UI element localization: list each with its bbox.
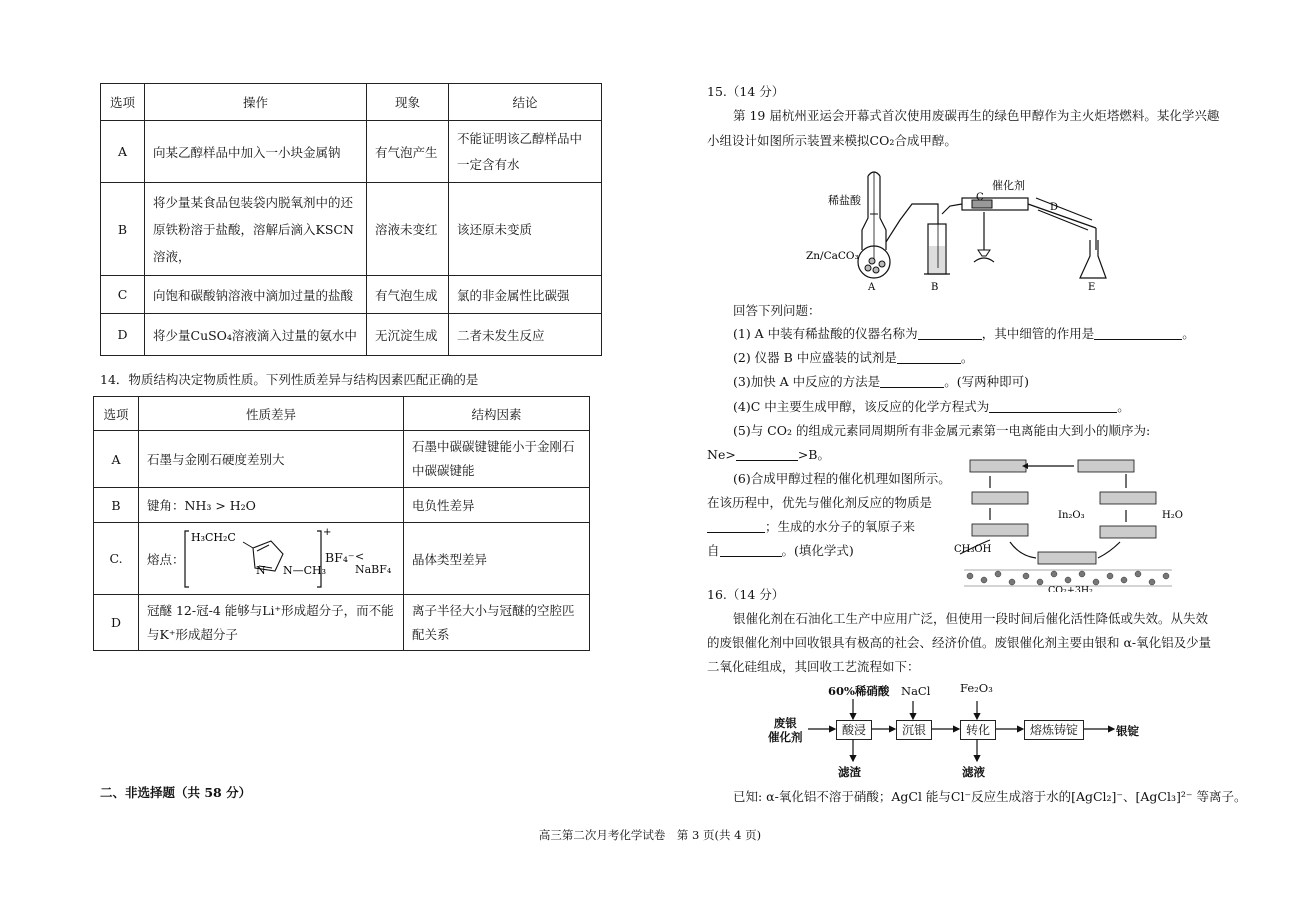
q13-cell-operation: 将少量某食品包装袋内脱氧剂中的还原铁粉溶于盐酸，溶解后滴入KSCN溶液， — [145, 183, 367, 276]
in2o3-label: In₂O₃ — [1058, 510, 1085, 521]
zn-caco3-label: Zn/CaCO₃ — [806, 250, 859, 262]
q15-sub5-pre: Ne> — [707, 447, 736, 462]
table-row — [94, 488, 590, 523]
q15-sub1-text2: ，其中细管的作用是 — [981, 326, 1095, 341]
q13-cell-phenomenon: 无沉淀生成 — [367, 314, 449, 356]
q14-cell-option: C. — [94, 523, 139, 595]
flow-input — [768, 716, 803, 744]
section-heading: 二、非选择题（共 58 分） — [100, 785, 252, 800]
label-e: E — [1088, 282, 1096, 293]
catalyst-label: 催化剂 — [992, 179, 1025, 192]
flow-step-precipitate-silver: 沉银 — [896, 720, 932, 740]
dilute-hcl-label: 稀盐酸 — [828, 194, 861, 207]
anion-label: BF₄⁻ — [325, 549, 355, 565]
q14-cell-factor: 电负性差异 — [404, 488, 590, 523]
q15-sub6-pre: 自 — [707, 543, 720, 558]
q15-sub6-line4 — [707, 540, 854, 561]
q15-title: 15.（14 分） — [707, 84, 785, 99]
flow-product-silver-ingot: 银锭 — [1116, 724, 1139, 738]
q13-cell-conclusion: 该还原未变质 — [449, 183, 602, 276]
q15-sub6-line1: (6)合成甲醇过程的催化机理如图所示。 — [733, 471, 951, 486]
label-b: B — [931, 282, 939, 293]
label-c: C — [976, 192, 984, 203]
q16-known-info: 已知: α-氧化铝不溶于硝酸；AgCl 能与Cl⁻反应生成溶于水的[AgCl₂]⁻、[AgCl₃]²⁻ 等离子。 — [733, 789, 1247, 804]
q13-cell-option: D — [101, 314, 145, 356]
q14-cell-factor: 离子半径大小与冠醚的空腔匹配关系 — [404, 595, 590, 651]
table-row — [94, 595, 590, 651]
q16-title: 16.（14 分） — [707, 587, 785, 602]
methyl-group-label: N—CH₃ — [283, 563, 327, 577]
apparatus-diagram — [800, 158, 1110, 293]
q13-header-operation: 操作 — [145, 84, 367, 121]
q15-sub3-end: 。(写两种即可) — [944, 374, 1029, 389]
q15-intro-line2: 小组设计如图所示装置来模拟CO₂合成甲醇。 — [707, 133, 957, 148]
q15-sub6-line2: 在该历程中，优先与催化剂反应的物质是 — [707, 495, 933, 510]
q14-cell-property: 冠醚 12-冠-4 能够与Li⁺形成超分子，而不能与K⁺形成超分子 — [139, 595, 404, 651]
answer-blank[interactable] — [707, 518, 765, 533]
q13-cell-conclusion: 不能证明该乙醇样品中一定含有水 — [449, 121, 602, 183]
melting-point-label: 熔点： — [147, 551, 185, 567]
q14-cell-factor: 石墨中碳碳键键能小于金刚石中碳碳键能 — [404, 431, 590, 488]
answer-blank[interactable] — [918, 325, 982, 340]
flow-reagent-nitric-acid: 60%稀硝酸 — [828, 684, 890, 698]
water-label: H₂O — [1162, 510, 1183, 521]
q13-cell-operation: 将少量CuSO₄溶液滴入过量的氨水中 — [145, 314, 367, 356]
q15-sub2-end: 。 — [960, 350, 974, 365]
q14-header-property: 性质差异 — [139, 397, 404, 431]
q15-sub2-text: (2) 仪器 B 中应盛装的试剂是 — [733, 350, 897, 365]
q15-answer-prompt: 回答下列问题： — [733, 303, 821, 318]
co2-h2-label: CO₂+3H₂ — [1048, 585, 1093, 592]
flow-step-acid-leach: 酸浸 — [836, 720, 872, 740]
flow-output-residue: 滤渣 — [838, 765, 861, 779]
q16-para-line2: 的废银催化剂中回收银具有极高的社会、经济价值。废银催化剂主要由银和 α-氧化铝及少量 — [707, 635, 1212, 650]
q13-cell-phenomenon: 有气泡生成 — [367, 276, 449, 314]
answer-blank[interactable] — [989, 398, 1117, 413]
q15-sub6-text: ；生成的水分子的氧原子来 — [765, 519, 916, 534]
q13-cell-operation: 向某乙醇样品中加入一小块金属钠 — [145, 121, 367, 183]
q14-table — [93, 396, 590, 651]
q13-header-conclusion: 结论 — [449, 84, 602, 121]
flow-input-line2: 催化剂 — [768, 730, 803, 744]
q14-cell-property — [139, 523, 404, 595]
q13-cell-conclusion: 二者未发生反应 — [449, 314, 602, 356]
label-a: A — [868, 282, 876, 293]
q16-para-line1: 银催化剂在石油化工生产中应用广泛，但使用一段时间后催化活性降低或失效。从失效 — [733, 611, 1209, 626]
q14-cell-option: A — [94, 431, 139, 488]
q13-cell-phenomenon: 有气泡产生 — [367, 121, 449, 183]
answer-blank[interactable] — [1094, 325, 1182, 340]
q15-intro-line1: 第 19 届杭州亚运会开幕式首次使用废碳再生的绿色甲醇作为主火炬塔燃料。某化学兴趣 — [733, 108, 1220, 123]
q14-cell-property: 键角：NH₃ > H₂O — [139, 488, 404, 523]
q14-header-option: 选项 — [94, 397, 139, 431]
flow-input-line1: 废银 — [773, 716, 797, 730]
q13-table — [100, 83, 602, 356]
q15-sub5-answer — [707, 444, 830, 465]
q14-header-factor: 结构因素 — [404, 397, 590, 431]
cation-charge-label: + — [323, 526, 332, 538]
q14-cell-factor: 晶体类型差异 — [404, 523, 590, 595]
q13-cell-option: A — [101, 121, 145, 183]
q15-sub3-text: (3)加快 A 中反应的方法是 — [733, 374, 881, 389]
methanol-label: CH₃OH — [954, 544, 992, 555]
q15-sub3 — [733, 371, 1029, 392]
comparison-label: < NaBF₄ — [355, 549, 392, 576]
q16-para-line3: 二氧化硅组成，其回收工艺流程如下： — [707, 659, 920, 674]
answer-blank[interactable] — [736, 446, 798, 461]
table-row — [101, 183, 602, 276]
q15-sub4-end: 。 — [1117, 399, 1130, 414]
table-row — [101, 314, 602, 356]
q13-cell-option: C — [101, 276, 145, 314]
q13-cell-phenomenon: 溶液未变红 — [367, 183, 449, 276]
q15-sub1-text: (1) A 中装有稀盐酸的仪器名称为 — [733, 326, 918, 341]
q13-header-option: 选项 — [101, 84, 145, 121]
page-footer: 高三第二次月考化学试卷 第 3 页(共 4 页) — [538, 828, 762, 842]
q14-cell-option: B — [94, 488, 139, 523]
q14-stem: 14．物质结构决定物质性质。下列性质差异与结构因素匹配正确的是 — [100, 372, 479, 387]
table-row — [101, 121, 602, 183]
answer-blank[interactable] — [897, 349, 961, 364]
q13-cell-option: B — [101, 183, 145, 276]
table-row — [101, 276, 602, 314]
flow-reagent-fe2o3: Fe₂O₃ — [960, 681, 993, 695]
nitrogen-label: N — [256, 563, 266, 577]
flow-step-smelt-cast: 熔炼铸锭 — [1024, 720, 1084, 740]
q13-cell-conclusion: 氯的非金属性比碳强 — [449, 276, 602, 314]
q15-sub4 — [733, 396, 1130, 417]
catalytic-mechanism-diagram — [950, 452, 1200, 592]
flowchart-arrows — [800, 695, 1120, 767]
q14-cell-property: 石墨与金刚石硬度差别大 — [139, 431, 404, 488]
flow-step-convert: 转化 — [960, 720, 996, 740]
q15-sub1-end: 。 — [1182, 326, 1195, 341]
label-d: D — [1050, 202, 1059, 213]
ethyl-group-label: H₃CH₂C — [191, 530, 236, 544]
q15-sub2 — [733, 347, 973, 368]
table-row — [94, 431, 590, 488]
flow-output-filtrate: 滤液 — [962, 765, 985, 779]
answer-blank[interactable] — [720, 542, 782, 557]
q15-sub4-text: (4)C 中主要生成甲醇，该反应的化学方程式为 — [733, 399, 990, 414]
q15-sub5-post: >B。 — [797, 447, 830, 462]
q14-cell-option: D — [94, 595, 139, 651]
answer-blank[interactable] — [880, 373, 944, 388]
q13-header-phenomenon: 现象 — [367, 84, 449, 121]
q15-sub5: (5)与 CO₂ 的组成元素同周期所有非金属元素第一电离能由大到小的顺序为: — [733, 423, 1151, 438]
q15-sub6-post: 。(填化学式) — [781, 543, 854, 558]
q15-sub6-line3 — [707, 516, 915, 537]
flow-reagent-nacl: NaCl — [901, 684, 931, 698]
q15-sub1 — [733, 323, 1195, 344]
q13-cell-operation: 向饱和碳酸钠溶液中滴加过量的盐酸 — [145, 276, 367, 314]
table-row — [94, 523, 590, 595]
